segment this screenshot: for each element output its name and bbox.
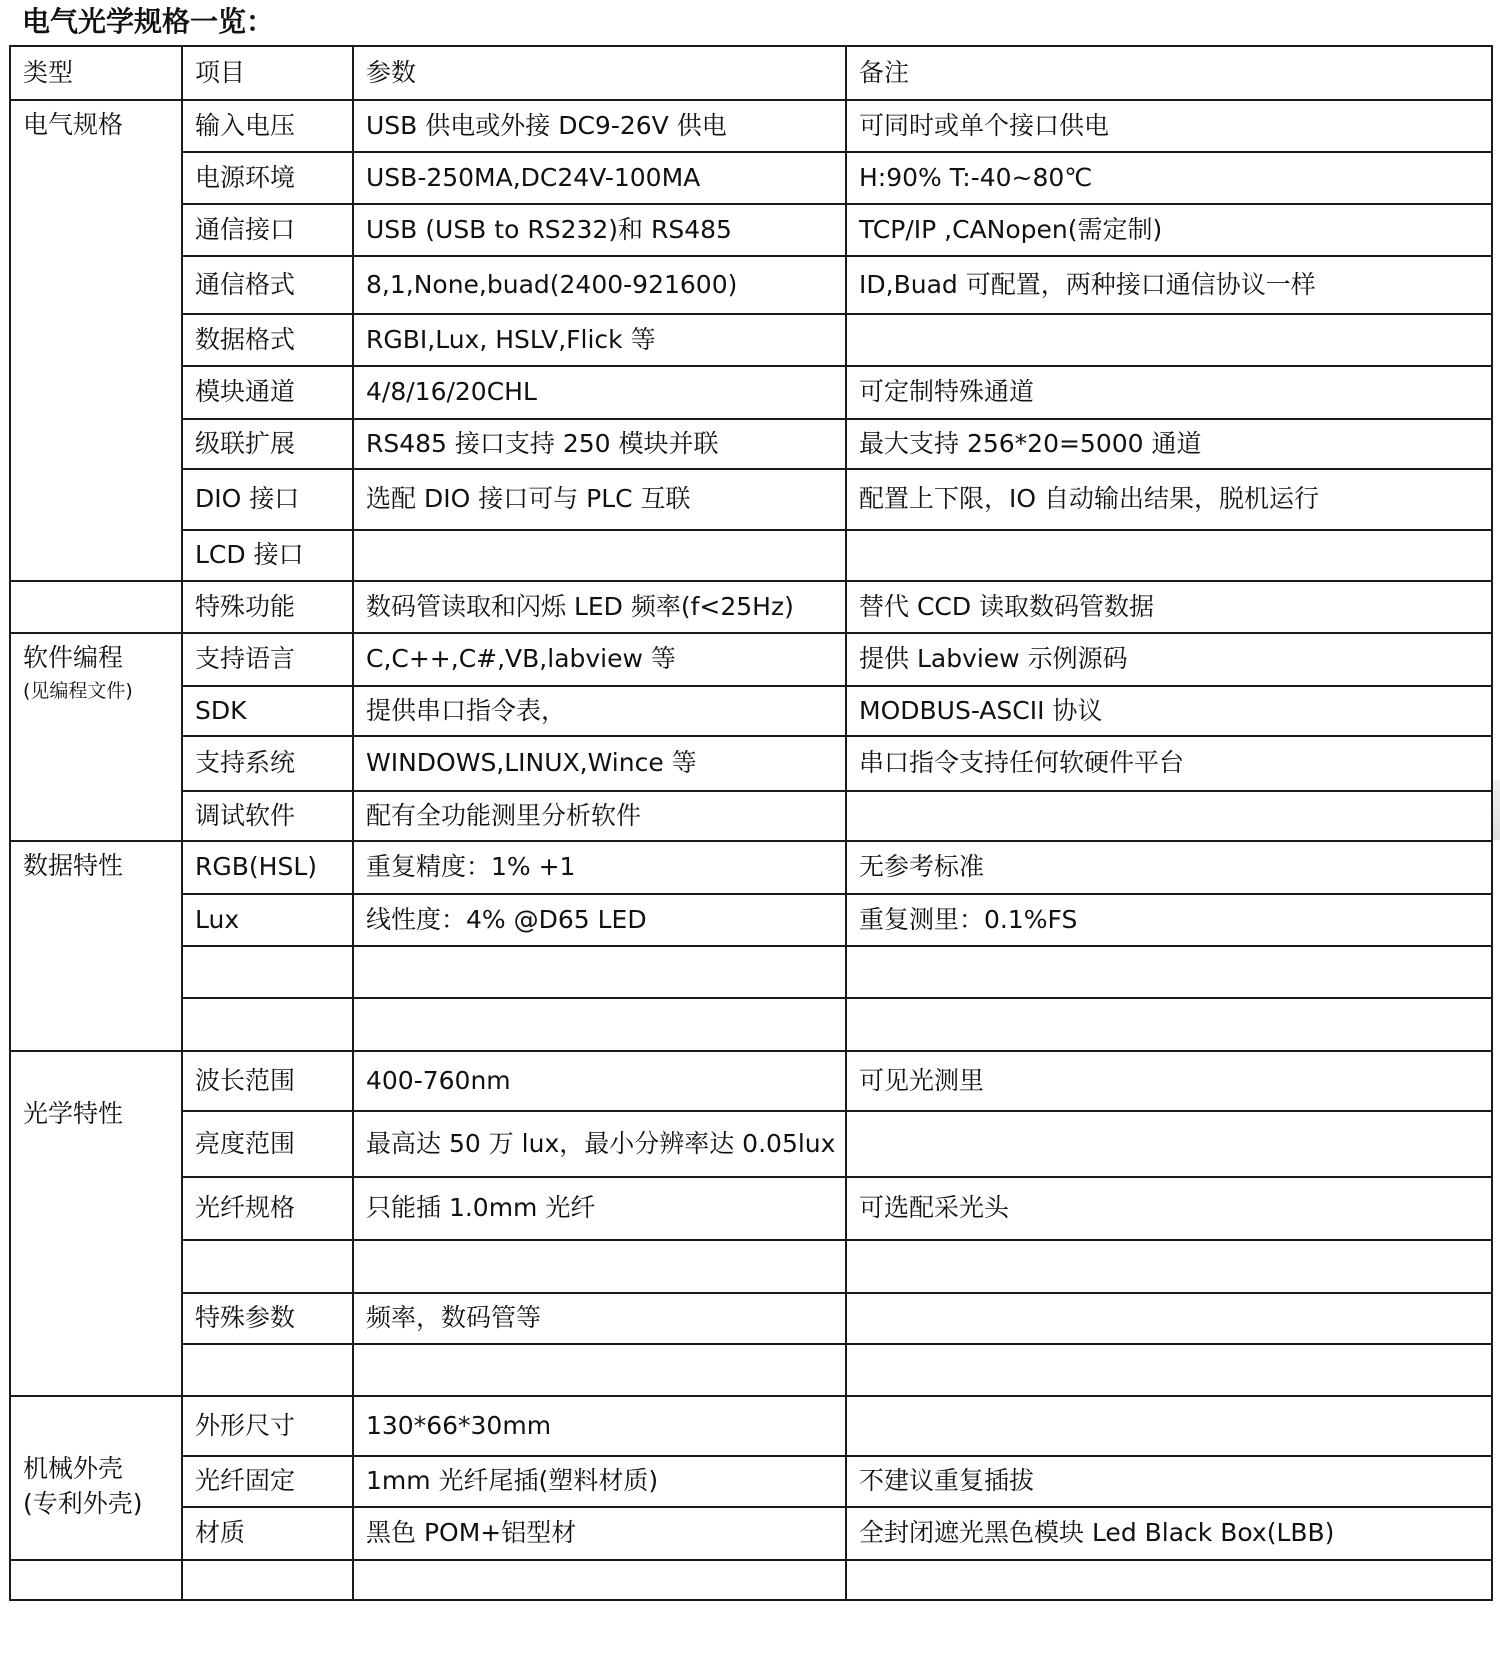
row-note xyxy=(846,314,1492,366)
row-param: 数码管读取和闪烁 LED 频率(f<25Hz) xyxy=(353,581,846,633)
row-note: H:90% T:-40~80℃ xyxy=(846,152,1492,204)
row-param: 提供串口指令表， xyxy=(353,686,846,736)
row-item: 特殊参数 xyxy=(182,1293,353,1344)
row-param: 黑色 POM+铝型材 xyxy=(353,1507,846,1560)
row-item: 特殊功能 xyxy=(182,581,353,633)
cell-cutoff xyxy=(10,1560,182,1600)
row-param: USB-250MA,DC24V-100MA xyxy=(353,152,846,204)
scroll-edge-mark xyxy=(1493,780,1500,840)
row-note: MODBUS-ASCII 协议 xyxy=(846,686,1492,736)
row-item xyxy=(182,1344,353,1396)
table-row xyxy=(10,1051,1492,1111)
group-mechanical-label: 机械外壳 xyxy=(23,1454,124,1483)
table-row xyxy=(10,581,1492,633)
table-row xyxy=(10,1111,1492,1177)
header-note: 备注 xyxy=(846,46,1492,100)
table-row xyxy=(10,736,1492,791)
table-row xyxy=(10,152,1492,204)
table-row xyxy=(10,314,1492,366)
row-note: ID,Buad 可配置，两种接口通信协议一样 xyxy=(846,256,1492,314)
row-item: 光纤固定 xyxy=(182,1456,353,1507)
table-row xyxy=(10,1293,1492,1344)
header-type: 类型 xyxy=(10,46,182,100)
table-row xyxy=(10,1240,1492,1293)
row-note: 不建议重复插拔 xyxy=(846,1456,1492,1507)
row-note xyxy=(846,946,1492,998)
row-param: 配有全功能测里分析软件 xyxy=(353,791,846,841)
cell-cutoff xyxy=(182,1560,353,1600)
row-item: 波长范围 xyxy=(182,1051,353,1111)
group-empty xyxy=(10,581,182,633)
row-item xyxy=(182,1240,353,1293)
group-software-sublabel: (见编程文件) xyxy=(23,679,133,702)
group-software xyxy=(10,633,182,841)
page-title: 电气光学规格一览： xyxy=(22,5,275,38)
table-row xyxy=(10,998,1492,1051)
row-note: 可定制特殊通道 xyxy=(846,366,1492,419)
row-item: 亮度范围 xyxy=(182,1111,353,1177)
row-item: 通信接口 xyxy=(182,204,353,256)
spec-table xyxy=(9,45,1493,1601)
row-param: RS485 接口支持 250 模块并联 xyxy=(353,419,846,469)
row-param: 重复精度：1% +1 xyxy=(353,841,846,894)
header-param: 参数 xyxy=(353,46,846,100)
row-item: 支持系统 xyxy=(182,736,353,791)
header-row xyxy=(10,46,1492,100)
table-row xyxy=(10,791,1492,841)
row-param: 1mm 光纤尾插(塑料材质) xyxy=(353,1456,846,1507)
table-row xyxy=(10,530,1492,581)
row-param: 线性度：4% @D65 LED xyxy=(353,894,846,946)
group-electrical xyxy=(10,100,182,581)
row-param xyxy=(353,998,846,1051)
group-software-label: 软件编程 xyxy=(23,643,124,672)
row-note xyxy=(846,1396,1492,1456)
table-row xyxy=(10,1177,1492,1240)
group-mechanical-sublabel: (专利外壳) xyxy=(23,1488,143,1518)
row-note: 串口指令支持任何软硬件平台 xyxy=(846,736,1492,791)
row-param: RGBI,Lux, HSLV,Flick 等 xyxy=(353,314,846,366)
row-param: 400-760nm xyxy=(353,1051,846,1111)
group-mechanical xyxy=(10,1396,182,1560)
table-row xyxy=(10,100,1492,152)
table-row xyxy=(10,841,1492,894)
table-row xyxy=(10,894,1492,946)
row-param xyxy=(353,946,846,998)
row-note xyxy=(846,1111,1492,1177)
row-note xyxy=(846,1293,1492,1344)
cell-cutoff xyxy=(846,1560,1492,1600)
row-item: RGB(HSL) xyxy=(182,841,353,894)
row-param: USB (USB to RS232)和 RS485 xyxy=(353,204,846,256)
row-item: SDK xyxy=(182,686,353,736)
row-item: 数据格式 xyxy=(182,314,353,366)
row-item: 材质 xyxy=(182,1507,353,1560)
row-param: C,C++,C#,VB,labview 等 xyxy=(353,633,846,686)
group-data xyxy=(10,841,182,1051)
row-param: 8,1,None,buad(2400-921600) xyxy=(353,256,846,314)
group-electrical-label: 电气规格 xyxy=(23,110,124,139)
row-item xyxy=(182,998,353,1051)
table-row xyxy=(10,686,1492,736)
row-item: 外形尺寸 xyxy=(182,1396,353,1456)
row-param xyxy=(353,530,846,581)
row-item: 光纤规格 xyxy=(182,1177,353,1240)
table-row xyxy=(10,1344,1492,1396)
row-item: 通信格式 xyxy=(182,256,353,314)
row-note: 可选配采光头 xyxy=(846,1177,1492,1240)
row-param xyxy=(353,1344,846,1396)
row-note: 重复测里：0.1%FS xyxy=(846,894,1492,946)
table-row xyxy=(10,469,1492,530)
row-item: 调试软件 xyxy=(182,791,353,841)
row-note xyxy=(846,791,1492,841)
row-note: TCP/IP ,CANopen(需定制) xyxy=(846,204,1492,256)
row-note xyxy=(846,530,1492,581)
row-note xyxy=(846,1344,1492,1396)
group-optical-label: 光学特性 xyxy=(23,1099,124,1128)
table-row xyxy=(10,1456,1492,1507)
row-item: Lux xyxy=(182,894,353,946)
row-param: USB 供电或外接 DC9-26V 供电 xyxy=(353,100,846,152)
table-row xyxy=(10,946,1492,998)
group-optical xyxy=(10,1051,182,1396)
table-row xyxy=(10,366,1492,419)
row-item: 模块通道 xyxy=(182,366,353,419)
row-item: 输入电压 xyxy=(182,100,353,152)
row-note: 提供 Labview 示例源码 xyxy=(846,633,1492,686)
table-row xyxy=(10,419,1492,469)
row-param: 4/8/16/20CHL xyxy=(353,366,846,419)
row-param: 选配 DIO 接口可与 PLC 互联 xyxy=(353,469,846,530)
table-row-cutoff xyxy=(10,1560,1492,1600)
row-param: WINDOWS,LINUX,Wince 等 xyxy=(353,736,846,791)
row-item xyxy=(182,946,353,998)
table-row xyxy=(10,633,1492,686)
row-note: 全封闭遮光黑色模块 Led Black Box(LBB) xyxy=(846,1507,1492,1560)
table-row xyxy=(10,204,1492,256)
row-note xyxy=(846,1240,1492,1293)
row-item: 级联扩展 xyxy=(182,419,353,469)
row-item: 支持语言 xyxy=(182,633,353,686)
header-item: 项目 xyxy=(182,46,353,100)
cell-cutoff xyxy=(353,1560,846,1600)
row-note: 可见光测里 xyxy=(846,1051,1492,1111)
row-note: 配置上下限，IO 自动输出结果，脱机运行 xyxy=(846,469,1492,530)
row-item: LCD 接口 xyxy=(182,530,353,581)
row-note: 无参考标准 xyxy=(846,841,1492,894)
row-note: 最大支持 256*20=5000 通道 xyxy=(846,419,1492,469)
table-row xyxy=(10,1507,1492,1560)
row-note: 可同时或单个接口供电 xyxy=(846,100,1492,152)
row-param: 频率，数码管等 xyxy=(353,1293,846,1344)
row-param: 130*66*30mm xyxy=(353,1396,846,1456)
group-data-label: 数据特性 xyxy=(23,851,124,880)
row-note xyxy=(846,998,1492,1051)
row-note: 替代 CCD 读取数码管数据 xyxy=(846,581,1492,633)
row-param: 最高达 50 万 lux，最小分辨率达 0.05lux xyxy=(353,1111,846,1177)
table-row xyxy=(10,256,1492,314)
table-row xyxy=(10,1396,1492,1456)
row-param: 只能插 1.0mm 光纤 xyxy=(353,1177,846,1240)
row-item: DIO 接口 xyxy=(182,469,353,530)
row-param xyxy=(353,1240,846,1293)
row-item: 电源环境 xyxy=(182,152,353,204)
